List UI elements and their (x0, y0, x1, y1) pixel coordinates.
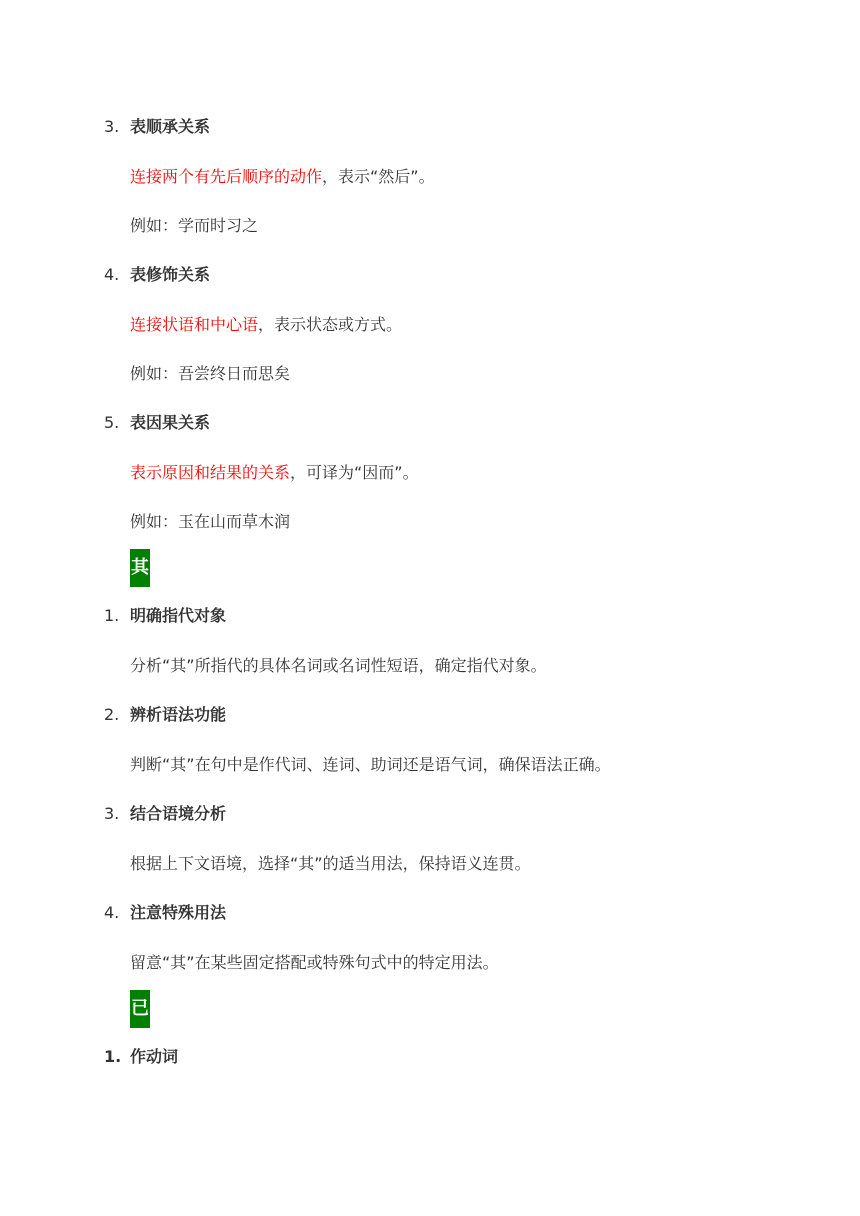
highlight-text: 连接两个有先后顺序的动作 (130, 167, 323, 186)
item-heading: 表修饰关系 (130, 265, 211, 284)
list-item-heading (0, 1044, 860, 1070)
section-tag-qi: 其 (130, 549, 150, 587)
description-text: ，表示“然后”。 (322, 167, 435, 186)
list-item-heading (0, 603, 860, 629)
example-text: 例如：学而时习之 (130, 216, 259, 235)
highlight-text: 表示原因和结果的关系 (130, 463, 291, 482)
description-text: ，表示状态或方式。 (258, 315, 403, 334)
example-text: 例如：吾尝终日而思矣 (130, 364, 291, 383)
list-item-heading (0, 801, 860, 827)
list-item-heading (0, 702, 860, 728)
list-item-heading (0, 900, 860, 926)
list-number: 4. (104, 265, 120, 284)
item-example (0, 509, 860, 535)
item-description (0, 851, 860, 877)
item-heading: 注意特殊用法 (130, 903, 227, 922)
list-number: 5. (104, 413, 120, 432)
item-heading: 表顺承关系 (130, 117, 211, 136)
highlight-text: 连接状语和中心语 (130, 315, 259, 334)
item-description (0, 312, 860, 338)
description-text: 留意“其”在某些固定搭配或特殊句式中的特定用法。 (130, 953, 499, 972)
description-text: ，可译为“因而”。 (290, 463, 419, 482)
item-description (0, 460, 860, 486)
list-number: 4. (104, 903, 120, 922)
item-heading: 作动词 (130, 1047, 179, 1066)
list-item-heading (0, 114, 860, 140)
item-heading: 辨析语法功能 (130, 705, 227, 724)
list-number: 3. (104, 804, 120, 823)
item-description (0, 752, 860, 778)
item-description (0, 653, 860, 679)
description-text: 根据上下文语境，选择“其”的适当用法，保持语义连贯。 (130, 854, 531, 873)
item-heading: 明确指代对象 (130, 606, 227, 625)
item-description (0, 950, 860, 976)
list-item-heading (0, 262, 860, 288)
list-item-heading (0, 410, 860, 436)
list-number: 1. (104, 1047, 122, 1066)
description-text: 判断“其”在句中是作代词、连词、助词还是语气词，确保语法正确。 (130, 755, 611, 774)
item-heading: 表因果关系 (130, 413, 211, 432)
example-text: 例如：玉在山而草木润 (130, 512, 291, 531)
item-example (0, 361, 860, 387)
section-tag-yi: 已 (130, 990, 150, 1028)
list-number: 2. (104, 705, 120, 724)
item-heading: 结合语境分析 (130, 804, 227, 823)
item-example (0, 213, 860, 239)
list-number: 1. (104, 606, 120, 625)
list-number: 3. (104, 117, 120, 136)
description-text: 分析“其”所指代的具体名词或名词性短语，确定指代对象。 (130, 656, 547, 675)
item-description (0, 164, 860, 190)
